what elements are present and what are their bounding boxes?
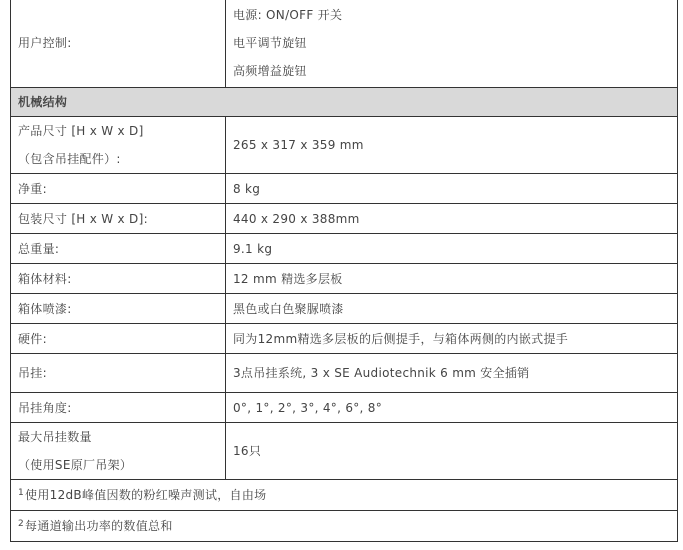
row-value: 3点吊挂系统, 3 x SE Audiotechnik 6 mm 安全插销	[226, 354, 678, 393]
table-row	[11, 354, 678, 393]
table-row	[11, 0, 678, 88]
value-line: 电平调节旋钮	[233, 36, 307, 50]
label-line: 用户控制:	[18, 36, 72, 50]
table-row	[11, 294, 678, 324]
row-label: 包装尺寸 [H x W x D]:	[11, 204, 226, 234]
label-line: 最大吊挂数量	[18, 430, 92, 444]
value-line: 高频增益旋钮	[233, 64, 307, 78]
row-value: 0°, 1°, 2°, 3°, 4°, 6°, 8°	[226, 393, 678, 423]
footnote	[11, 480, 678, 511]
row-label: 吊挂角度:	[11, 393, 226, 423]
row-label: 硬件:	[11, 324, 226, 354]
row-value: 9.1 kg	[226, 234, 678, 264]
row-label: 箱体喷漆:	[11, 294, 226, 324]
row-value: 265 x 317 x 359 mm	[226, 117, 678, 174]
footnote-row	[11, 511, 678, 542]
spec-table	[10, 0, 678, 542]
table-row	[11, 393, 678, 423]
label-line: 产品尺寸 [H x W x D]	[18, 124, 144, 138]
table-row	[11, 117, 678, 174]
label-line: （使用SE原厂吊架）	[18, 458, 133, 472]
footnote-text: 每通道输出功率的数值总和	[25, 519, 173, 533]
row-label: 箱体材料:	[11, 264, 226, 294]
row-label: 净重:	[11, 174, 226, 204]
footnote-mark: 2	[18, 519, 25, 529]
row-value: 440 x 290 x 388mm	[226, 204, 678, 234]
footnote	[11, 511, 678, 542]
table-row	[11, 423, 678, 480]
footnote-row	[11, 480, 678, 511]
table-row	[11, 204, 678, 234]
row-label	[11, 0, 226, 88]
footnote-text: 使用12dB峰值因数的粉红噪声测试，自由场	[25, 488, 267, 502]
row-label: 总重量:	[11, 234, 226, 264]
table-row	[11, 324, 678, 354]
row-value: 同为12mm精选多层板的后侧提手，与箱体两侧的内嵌式提手	[226, 324, 678, 354]
row-value: 8 kg	[226, 174, 678, 204]
value-line: 电源: ON/OFF 开关	[233, 8, 343, 22]
row-label: 吊挂:	[11, 354, 226, 393]
section-header-row	[11, 88, 678, 117]
row-label	[11, 117, 226, 174]
label-line: （包含吊挂配件）:	[18, 152, 121, 166]
row-label	[11, 423, 226, 480]
row-value	[226, 0, 678, 88]
row-value: 12 mm 精选多层板	[226, 264, 678, 294]
row-value: 黑色或白色聚脲喷漆	[226, 294, 678, 324]
row-value: 16只	[226, 423, 678, 480]
table-row	[11, 234, 678, 264]
footnote-mark: 1	[18, 488, 25, 498]
section-title: 机械结构	[11, 88, 678, 117]
table-row	[11, 174, 678, 204]
table-row	[11, 264, 678, 294]
